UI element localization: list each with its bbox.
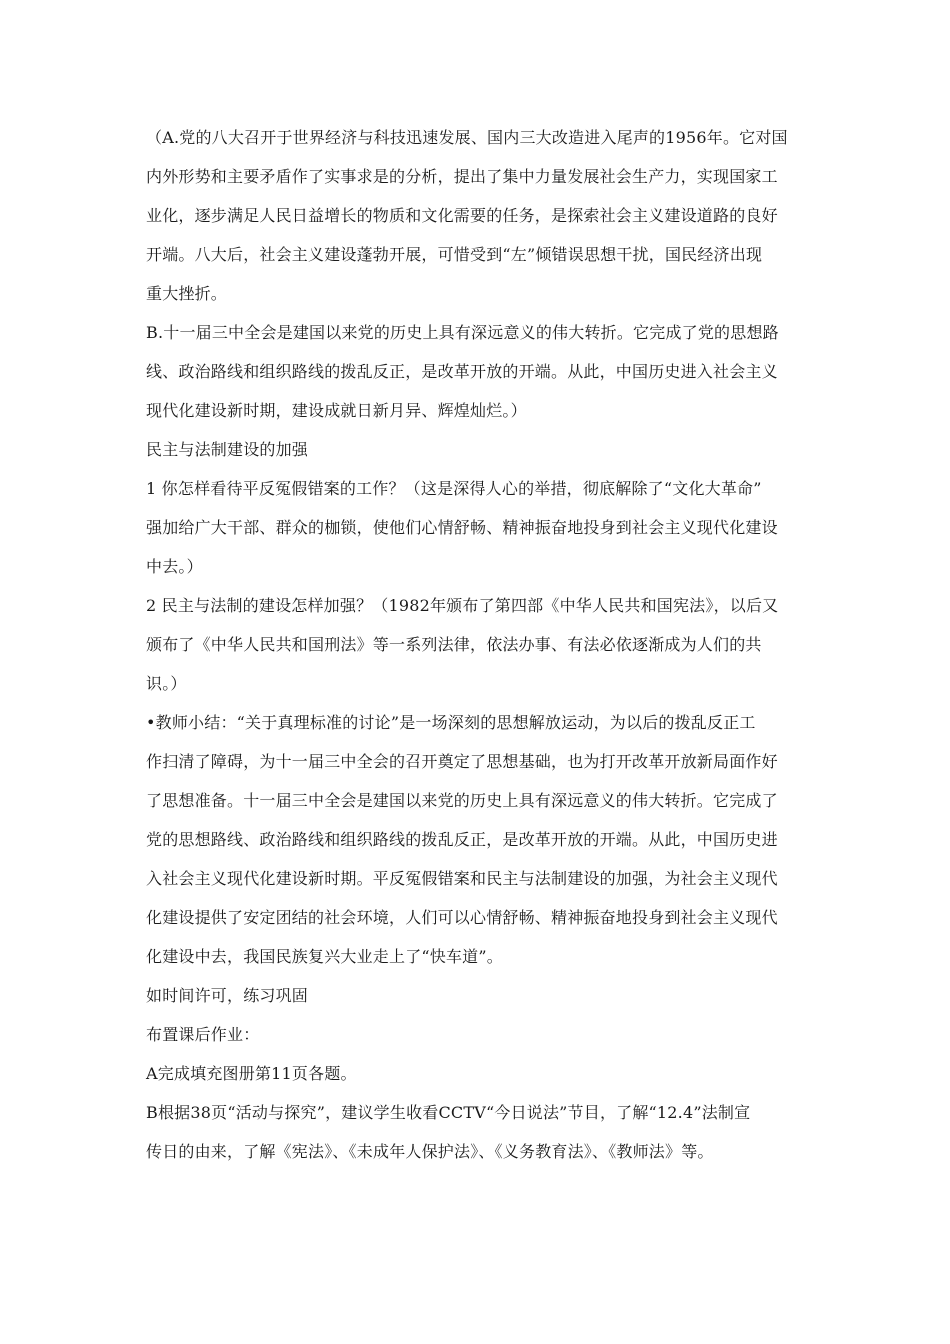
text-line: 开端。八大后，社会主义建设蓬勃开展，可惜受到“左”倾错误思想干扰，国民经济出现 [146,245,763,264]
text-line: •教师小结：“关于真理标准的讨论”是一场深刻的思想解放运动，为以后的拨乱反正工 [146,713,756,732]
text-line: 化建设中去，我国民族复兴大业走上了“快车道”。 [146,947,503,966]
text-line: 作扫清了障碍，为十一届三中全会的召开奠定了思想基础，也为打开改革开放新局面作好 [146,752,778,771]
text-line: 中去。） [146,557,203,576]
text-line: 强加给广大干部、群众的枷锁，使他们心情舒畅、精神振奋地投身到社会主义现代化建设 [146,518,778,537]
text-line: B.十一届三中全会是建国以来党的历史上具有深远意义的伟大转折。它完成了党的思想路 [146,323,779,342]
text-line: B根据38页“活动与探究”，建议学生收看CCTV“今日说法”节目，了解“12.4”法制宣 [146,1103,751,1122]
text-line: 1 你怎样看待平反冤假错案的工作？（这是深得人心的举措，彻底解除了“文化大革命” [146,479,762,498]
text-line: 布置课后作业： [146,1025,260,1044]
text-line: 化建设提供了安定团结的社会环境，人们可以心情舒畅、精神振奋地投身到社会主义现代 [146,908,778,927]
text-line: 入社会主义现代化建设新时期。平反冤假错案和民主与法制建设的加强，为社会主义现代 [146,869,778,888]
text-line: 业化，逐步满足人民日益增长的物质和文化需要的任务，是探索社会主义建设道路的良好 [146,206,778,225]
text-line: （A.党的八大召开于世界经济与科技迅速发展、国内三大改造进入尾声的1956年。它对国 [146,128,788,147]
text-line: 内外形势和主要矛盾作了实事求是的分析，提出了集中力量发展社会生产力，实现国家工 [146,167,778,186]
text-line: 2 民主与法制的建设怎样加强？（1982年颁布了第四部《中华人民共和国宪法》，以后又 [146,596,779,615]
text-line: A完成填充图册第11页各题。 [146,1064,357,1083]
text-line: 传日的由来，了解《宪法》、《未成年人保护法》、《义务教育法》、《教师法》等。 [146,1142,714,1161]
text-line: 党的思想路线、政治路线和组织路线的拨乱反正，是改革开放的开端。从此，中国历史进 [146,830,778,849]
text-line: 现代化建设新时期，建设成就日新月异、辉煌灿烂。） [146,401,527,420]
text-line: 颁布了《中华人民共和国刑法》等一系列法律，依法办事、有法必依逐渐成为人们的共 [146,635,762,654]
document-body [146,118,810,1171]
text-line: 了思想准备。十一届三中全会是建国以来党的历史上具有深远意义的伟大转折。它完成了 [146,791,778,810]
text-line: 线、政治路线和组织路线的拨乱反正，是改革开放的开端。从此，中国历史进入社会主义 [146,362,778,381]
text-line: 识。） [146,674,187,693]
section-heading: 民主与法制建设的加强 [146,440,309,459]
text-line: 重大挫折。 [146,284,228,303]
text-line: 如时间许可，练习巩固 [146,986,309,1005]
